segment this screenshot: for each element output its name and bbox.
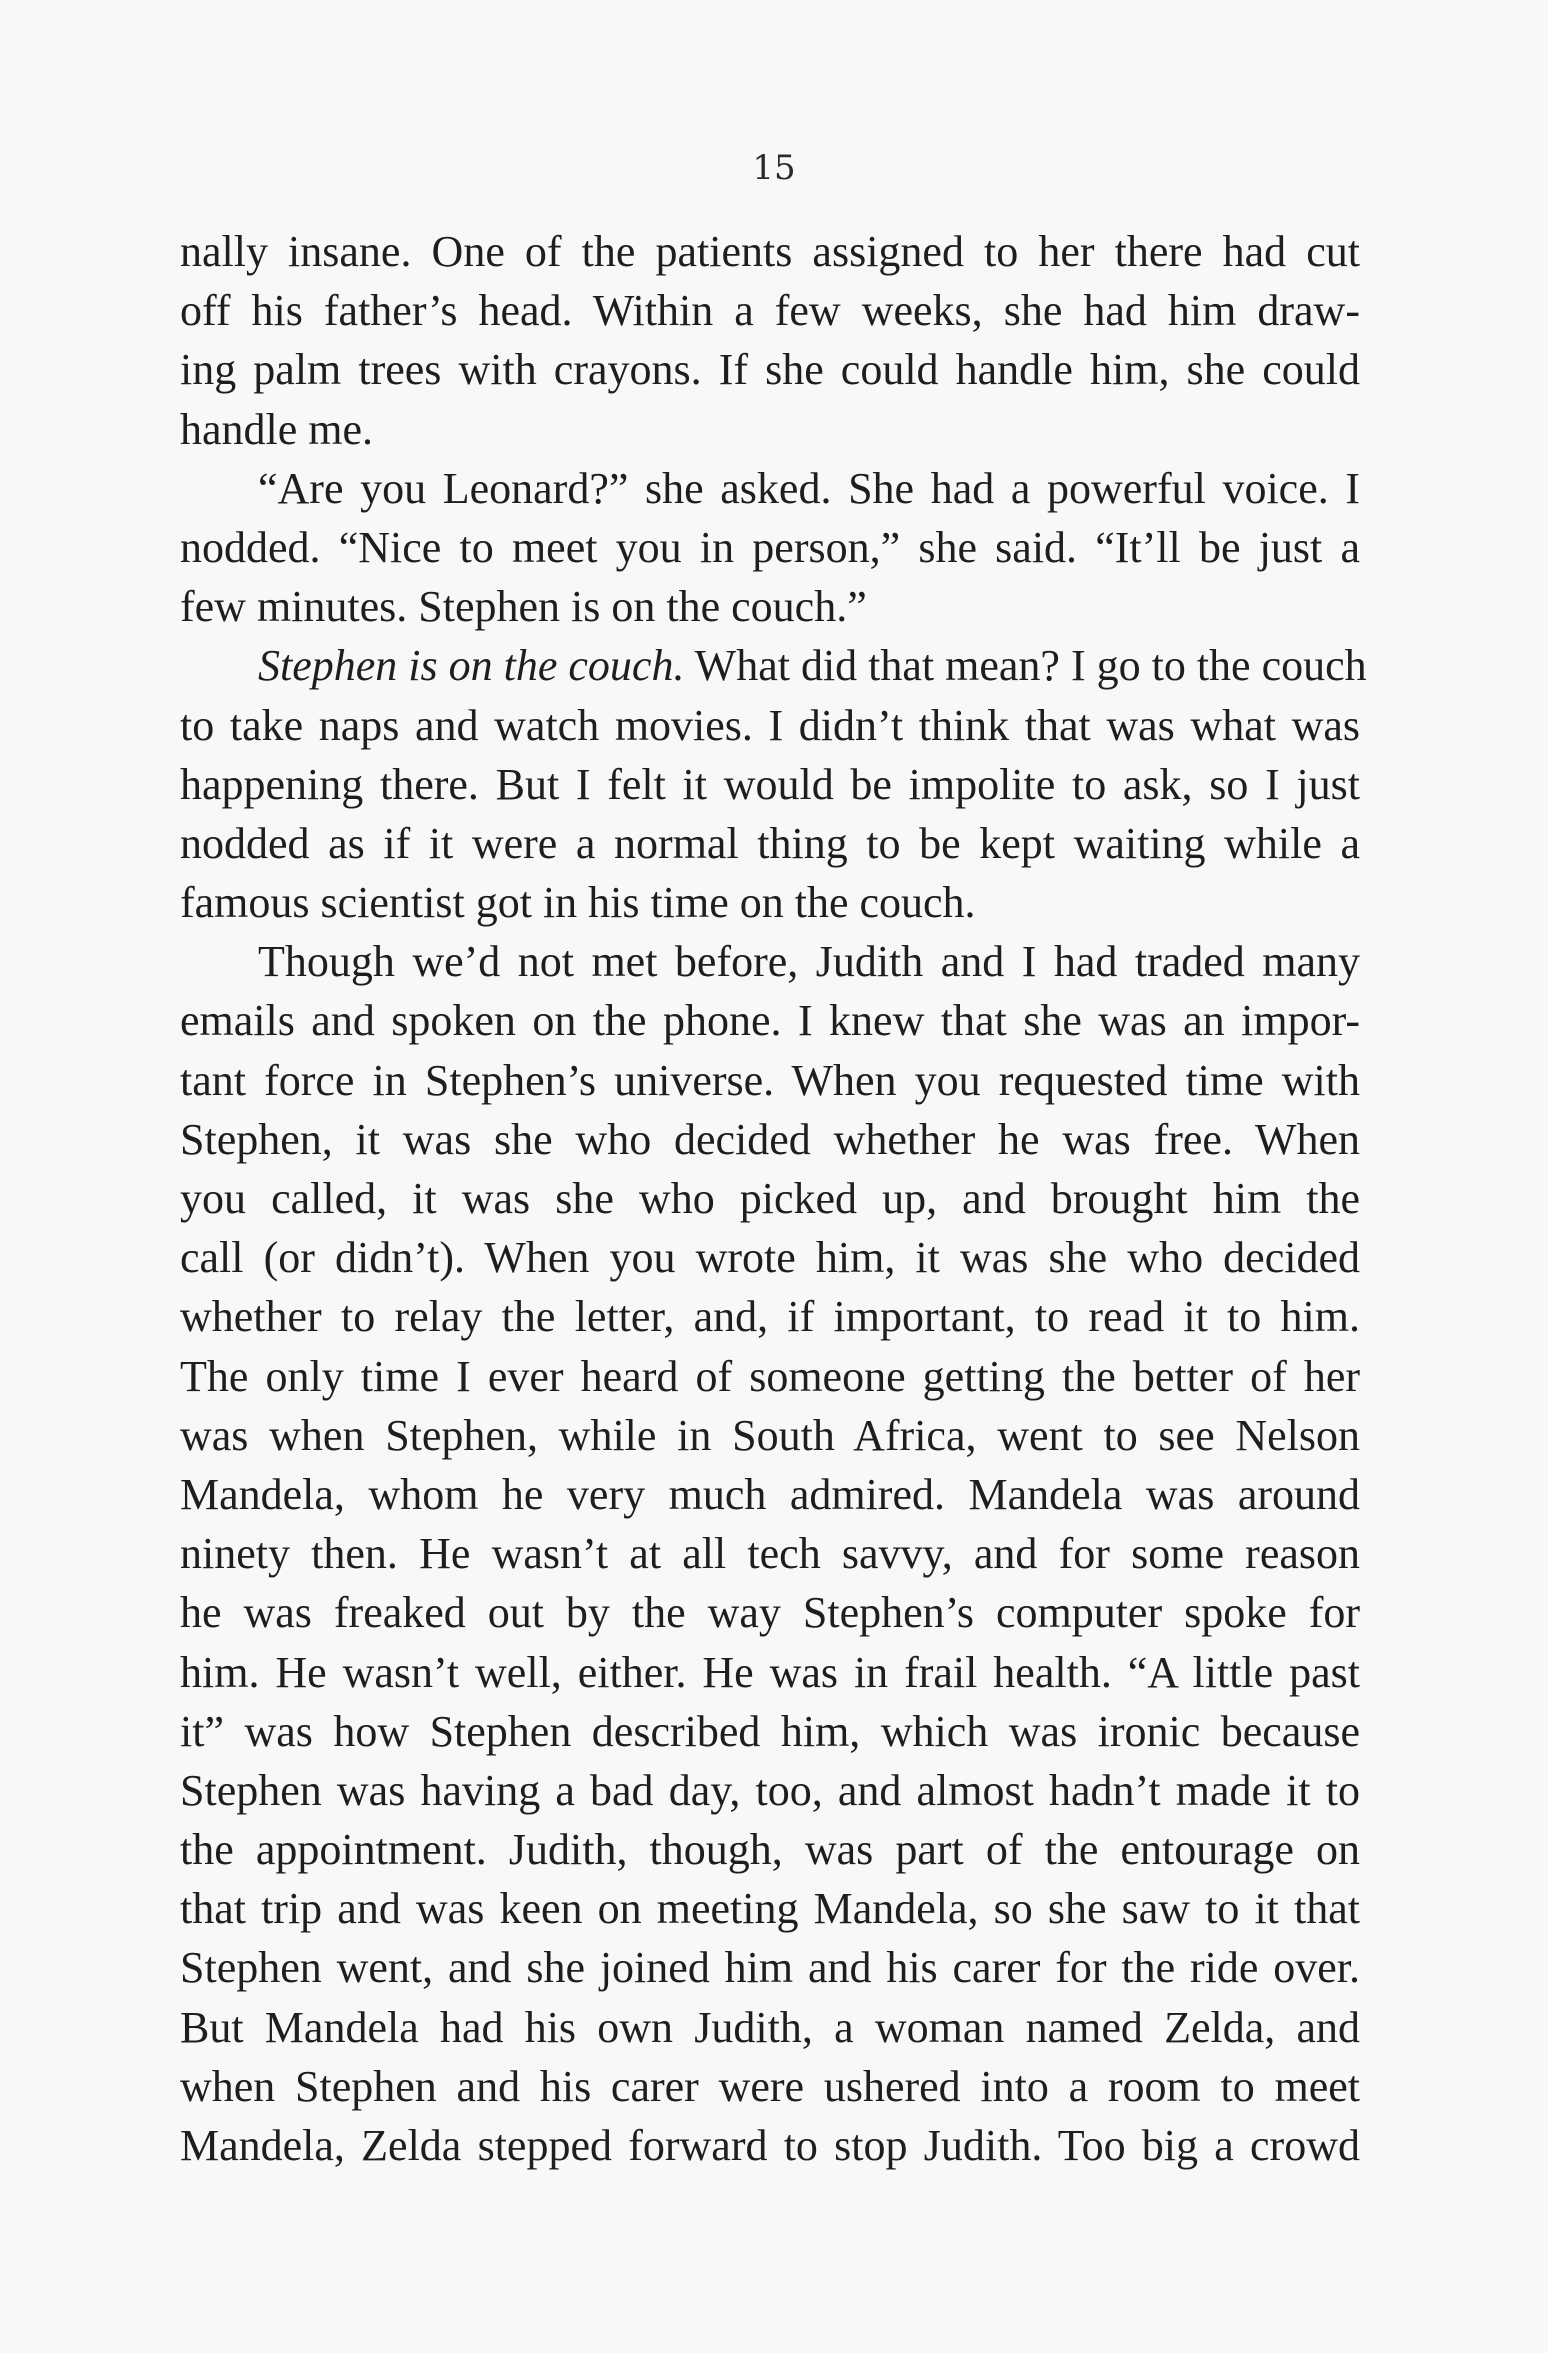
text-line: Stephen, it was she who decided whether he was free. When (180, 1114, 1360, 1164)
text-line: “Are you Leonard?” she asked. She had a powerful voice. I (258, 463, 1360, 513)
text-line: whether to relay the letter, and, if important, to read it to him. (180, 1292, 1360, 1342)
text-line: nodded. “Nice to meet you in person,” she said. “It’ll be just a (180, 522, 1360, 572)
text-line: him. He wasn’t well, either. He was in frail health. “A little past (180, 1647, 1360, 1697)
text-line: happening there. But I felt it would be impolite to ask, so I just (180, 759, 1360, 809)
text-line: handle me. (180, 404, 374, 454)
text-line: Stephen went, and she joined him and his carer for the ride over. (180, 1943, 1360, 1993)
text-line: Stephen was having a bad day, too, and almost hadn’t made it to (180, 1765, 1360, 1815)
page-number: 15 (752, 148, 796, 188)
text-line: Mandela, Zelda stepped forward to stop Judith. Too big a crowd (180, 2121, 1360, 2170)
text-line: The only time I ever heard of someone getting the better of her (180, 1351, 1360, 1401)
text-line: when Stephen and his carer were ushered into a room to meet (180, 2061, 1360, 2111)
text-line: few minutes. Stephen is on the couch.” (180, 582, 867, 632)
text-line: Though we’d not met before, Judith and I had traded many (258, 937, 1360, 987)
text-line: off his father’s head. Within a few weeks, she had him draw- (180, 286, 1360, 336)
text-line: call (or didn’t). When you wrote him, it was she who decided (180, 1233, 1360, 1283)
text-line: you called, it was she who picked up, and brought him the (180, 1174, 1360, 1223)
text-line: Stephen is on the couch. What did that mean? I go to the couch (258, 641, 1367, 691)
text-line: the appointment. Judith, though, was part of the entourage on (180, 1825, 1360, 1875)
text-line: Mandela, whom he very much admired. Mandela was around (180, 1469, 1360, 1519)
text-line: ing palm trees with crayons. If she could handle him, she could (180, 345, 1360, 395)
text-line: nodded as if it were a normal thing to be kept waiting while a (180, 818, 1360, 868)
text-line: famous scientist got in his time on the couch. (180, 878, 976, 928)
text-line: tant force in Stephen’s universe. When you requested time with (180, 1055, 1360, 1105)
text-line: that trip and was keen on meeting Mandela, so she saw to it that (180, 1884, 1360, 1934)
text-line: emails and spoken on the phone. I knew that she was an impor- (180, 996, 1360, 1046)
text-line: was when Stephen, while in South Africa, went to see Nelson (180, 1410, 1360, 1460)
text-line: nally insane. One of the patients assigned to her there had cut (180, 227, 1360, 276)
text-line: But Mandela had his own Judith, a woman named Zelda, and (180, 2002, 1360, 2052)
body-text (180, 222, 1367, 2175)
italic-phrase: Stephen is on the couch. (258, 641, 685, 691)
text-line: to take naps and watch movies. I didn’t think that was what was (180, 700, 1360, 750)
text-line: it” was how Stephen described him, which was ironic because (180, 1706, 1360, 1756)
text-line: ninety then. He wasn’t at all tech savvy, and for some reason (180, 1529, 1360, 1579)
text-line: he was freaked out by the way Stephen’s computer spoke for (180, 1588, 1360, 1638)
